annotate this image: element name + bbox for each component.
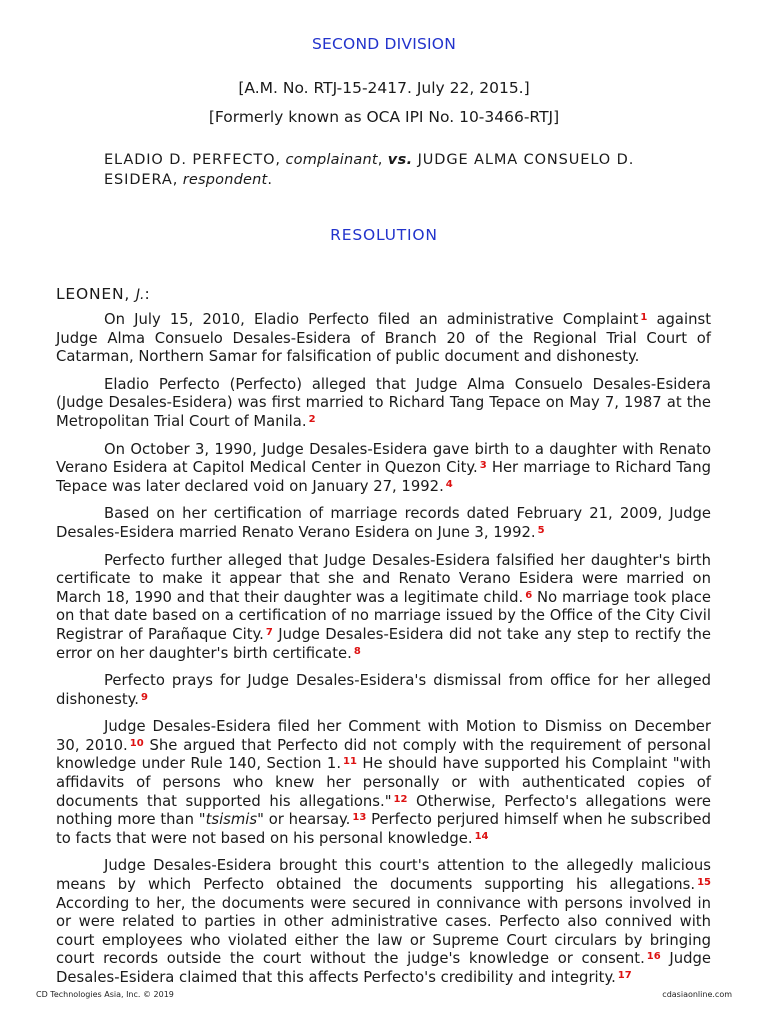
- paragraph-text: against Judge Alma Consuelo Desales-Esidera of Branch 20 of the Regional Trial Court of Catarman, Northern Samar for falsification of public document and dishonesty.: [56, 311, 711, 366]
- paragraph-2: [56, 376, 711, 432]
- footnote-link-7[interactable]: 7: [265, 626, 273, 638]
- paragraph-text: Based on her certification of marriage records dated February 21, 2009, Judge Desales-Esidera married Renato Verano Esidera on June 3, 1992.: [56, 505, 711, 541]
- paragraph-6: [56, 672, 711, 709]
- footnote-link-6[interactable]: 6: [525, 589, 533, 601]
- formerly-known-as: [Formerly known as OCA IPI No. 10-3466-RTJ]: [208, 108, 560, 126]
- paragraph-text: On July 15, 2010, Eladio Perfecto filed an administrative Complaint: [104, 311, 639, 328]
- case-number: [A.M. No. RTJ-15-2417. July 22, 2015.]: [238, 79, 530, 97]
- ponente-title: J.: [135, 287, 145, 303]
- paragraph-text: He should have supported his Complaint "with affidavits of persons who knew her personally or with authenticated copies of documents that supported his allegations.": [56, 755, 711, 810]
- case-parties: ELADIO D. PERFECTO, complainant, vs. JUDGE ALMA CONSUELO D. ESIDERA, respondent.: [104, 152, 635, 188]
- paragraph-text: Judge Desales-Esidera filed her Comment with Motion to Dismiss on December 30, 2010.: [56, 718, 711, 754]
- ponente: LEONEN, J.:: [56, 285, 151, 303]
- division-heading: SECOND DIVISION: [312, 35, 456, 53]
- paragraph-text: No marriage took place on that date based on a certification of no marriage issued by the Office of the City Civil Registrar of Parañaque City.: [56, 588, 711, 643]
- footer-site-link[interactable]: cdasiaonline.com: [662, 990, 732, 999]
- paragraph-text: She argued that Perfecto did not comply with the requirement of personal knowledge under Rule 140, Section 1.: [56, 736, 711, 773]
- footnote-link-5[interactable]: 5: [537, 524, 545, 536]
- resolution-body: [56, 311, 711, 997]
- paragraph-text: According to her, the documents were secured in connivance with persons involved in or were related to parties in other administrative cases. Perfecto also connived with court employees who violated either the law or Supreme Court circulars by bringing court records outside the court without the judge's knowledge or consent.: [56, 894, 711, 968]
- footnote-link-16[interactable]: 16: [646, 951, 661, 963]
- footnote-link-10[interactable]: 10: [129, 737, 144, 749]
- complainant-name: ELADIO D. PERFECTO: [104, 152, 276, 168]
- versus-label: vs.: [387, 152, 413, 168]
- footnote-link-12[interactable]: 12: [393, 793, 408, 805]
- paragraph-7: [56, 718, 711, 848]
- paragraph-5: [56, 552, 711, 664]
- footnote-link-15[interactable]: 15: [697, 877, 711, 889]
- respondent-name: JUDGE ALMA CONSUELO D. ESIDERA: [104, 152, 635, 188]
- footnote-link-14[interactable]: 14: [474, 830, 489, 842]
- paragraph-text: Otherwise, Perfecto's allegations were nothing more than ": [56, 792, 711, 829]
- footnote-link-13[interactable]: 13: [352, 812, 367, 824]
- respondent-role: respondent: [182, 172, 268, 188]
- emphasis-text: tsismis: [205, 811, 258, 829]
- paragraph-text: Eladio Perfecto (Perfecto) alleged that Judge Alma Consuelo Desales-Esidera (Judge Desales-Esidera) was first married to Richard Tang Tepace on May 7, 1987 at the Metropolitan Trial Court of Manila.: [56, 375, 711, 430]
- paragraph-8: [56, 857, 711, 987]
- footnote-link-1[interactable]: 1: [640, 312, 648, 323]
- footnote-link-2[interactable]: 2: [308, 413, 316, 425]
- footer-copyright: CD Technologies Asia, Inc. © 2019: [36, 990, 174, 999]
- paragraph-1: [56, 311, 711, 367]
- paragraph-text: Perfecto further alleged that Judge Desales-Esidera falsified her daughter's birth certificate to make it appear that she and Renato Verano Esidera were married on March 18, 1990 and that their daughter was a legitimate child.: [56, 551, 711, 606]
- paragraph-text: Judge Desales-Esidera brought this court's attention to the allegedly malicious means by which Perfecto obtained the documents supporting his allegations.: [56, 857, 711, 894]
- footnote-link-4[interactable]: 4: [445, 478, 453, 490]
- ponente-name: LEONEN: [56, 285, 125, 303]
- paragraph-text: " or hearsay.: [257, 811, 351, 829]
- footnote-link-9[interactable]: 9: [141, 691, 148, 703]
- paragraph-4: [56, 505, 711, 542]
- paragraph-text: Judge Desales-Esidera did not take any step to rectify the error on her daughter's birth certificate.: [56, 625, 711, 662]
- page-footer: [36, 990, 732, 999]
- footnote-link-17[interactable]: 17: [617, 970, 632, 981]
- footnote-link-3[interactable]: 3: [479, 460, 487, 472]
- complainant-role: complainant: [285, 152, 378, 168]
- paragraph-3: [56, 441, 711, 497]
- paragraph-text: Her marriage to Richard Tang Tepace was later declared void on January 27, 1992.: [56, 459, 711, 495]
- footnote-link-11[interactable]: 11: [343, 756, 357, 768]
- paragraph-text: On October 3, 1990, Judge Desales-Esidera gave birth to a daughter with Renato Verano Esidera at Capitol Medical Center in Quezon City.: [56, 440, 711, 477]
- paragraph-text: Judge Desales-Esidera claimed that this affects Perfecto's credibility and integrity.: [56, 950, 711, 986]
- paragraph-text: Perfecto prays for Judge Desales-Esidera's dismissal from office for her alleged dishonesty.: [56, 672, 711, 708]
- paragraph-text: Perfecto perjured himself when he subscribed to facts that were not based on his personal knowledge.: [56, 811, 711, 847]
- resolution-heading: RESOLUTION: [330, 226, 438, 244]
- footnote-link-8[interactable]: 8: [353, 645, 361, 657]
